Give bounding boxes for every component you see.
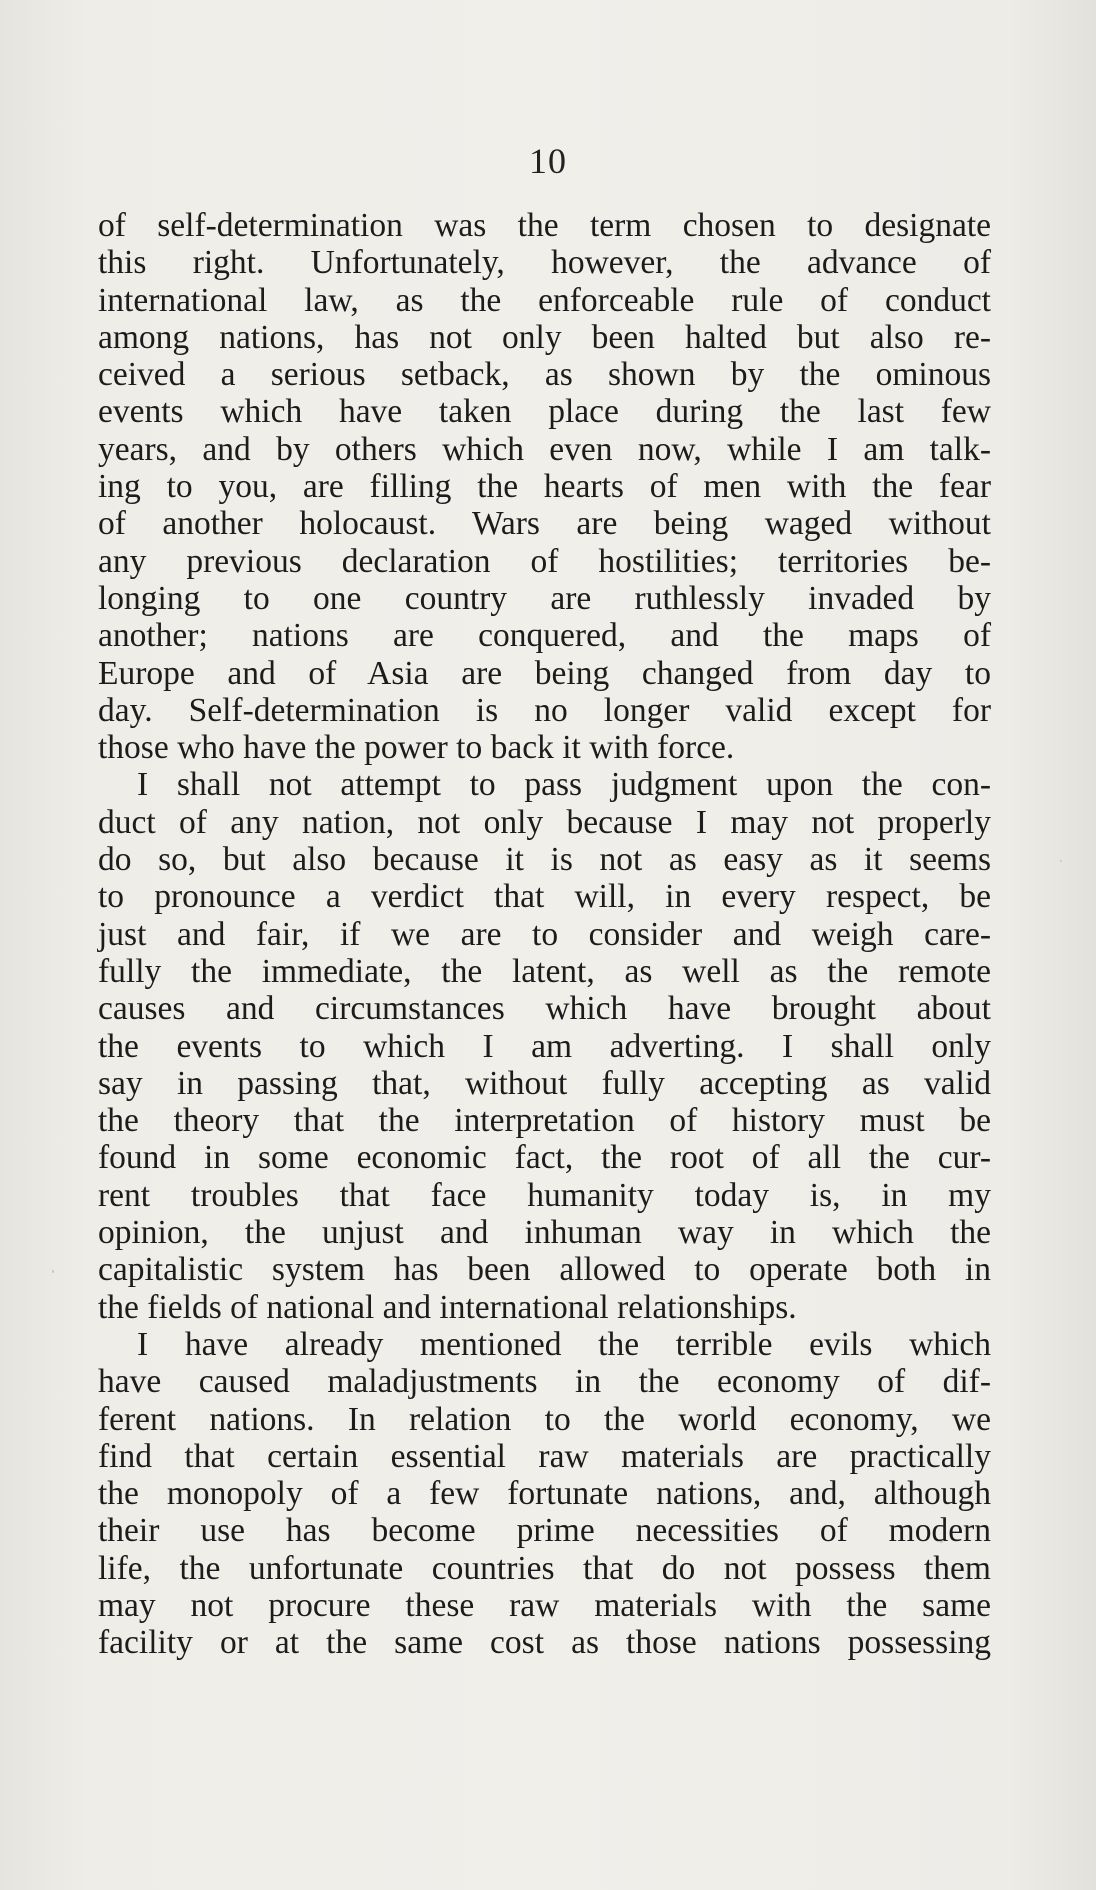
text-line: duct of any nation, not only because I may not properly (98, 803, 991, 841)
text-line: ferent nations. In relation to the world economy, we (98, 1400, 991, 1438)
text-line: have caused maladjustments in the economy of dif- (98, 1363, 991, 1401)
text-line: another; nations are conquered, and the maps of (98, 617, 991, 655)
text-line: opinion, the unjust and inhuman way in which the (98, 1214, 991, 1252)
text-line: ing to you, are filling the hearts of men with the fear (98, 468, 991, 506)
text-line: to pronounce a verdict that will, in every respect, be (98, 878, 991, 916)
text-line: causes and circumstances which have brought about (98, 990, 991, 1028)
text-line: any previous declaration of hostilities; territories be- (98, 542, 991, 580)
text-line: their use has become prime necessities of modern (98, 1512, 991, 1550)
text-line: of self-determination was the term chosen to designate (98, 207, 991, 244)
text-line: events which have taken place during the last few (98, 393, 991, 431)
text-line: fully the immediate, the latent, as well as the remote (98, 952, 991, 990)
text-line: this right. Unfortunately, however, the advance of (98, 244, 991, 282)
text-line: the events to which I am adverting. I shall only (98, 1027, 991, 1065)
text-line: I shall not attempt to pass judgment upon the con- (137, 766, 991, 804)
text-line: of another holocaust. Wars are being waged without (98, 505, 991, 543)
text-line: international law, as the enforceable rule of conduct (98, 281, 991, 319)
text-line: Europe and of Asia are being changed from day to (98, 654, 991, 692)
paper-speck (52, 1270, 54, 1273)
text-line: the theory that the interpretation of history must be (98, 1102, 991, 1140)
text-line: the fields of national and international relationships. (98, 1288, 797, 1326)
text-line: day. Self-determination is no longer valid except for (98, 691, 991, 729)
body-text (98, 207, 991, 1662)
text-line: longing to one country are ruthlessly invaded by (98, 579, 991, 617)
text-line: just and fair, if we are to consider and weigh care- (98, 915, 991, 953)
text-line: among nations, has not only been halted but also re- (98, 318, 991, 356)
text-line: I have already mentioned the terrible evils which (137, 1325, 991, 1363)
text-line: found in some economic fact, the root of all the cur- (98, 1139, 991, 1177)
text-line: do so, but also because it is not as easy as it seems (98, 841, 991, 879)
page-number: 10 (529, 141, 567, 181)
text-line: years, and by others which even now, while I am talk- (98, 430, 991, 468)
text-line: life, the unfortunate countries that do not possess them (98, 1549, 991, 1587)
text-line: ceived a serious setback, as shown by the ominous (98, 356, 991, 394)
text-line: capitalistic system has been allowed to operate both in (98, 1251, 991, 1289)
text-line: facility or at the same cost as those nations possessing (98, 1624, 991, 1662)
paper-speck (1060, 860, 1062, 862)
text-line: those who have the power to back it with force. (98, 729, 735, 767)
text-line: rent troubles that face humanity today is, in my (98, 1176, 991, 1214)
text-line: may not procure these raw materials with the same (98, 1586, 991, 1624)
text-line: say in passing that, without fully accepting as valid (98, 1064, 991, 1102)
text-line: find that certain essential raw materials are practically (98, 1437, 991, 1475)
text-line: the monopoly of a few fortunate nations, and, although (98, 1475, 991, 1513)
